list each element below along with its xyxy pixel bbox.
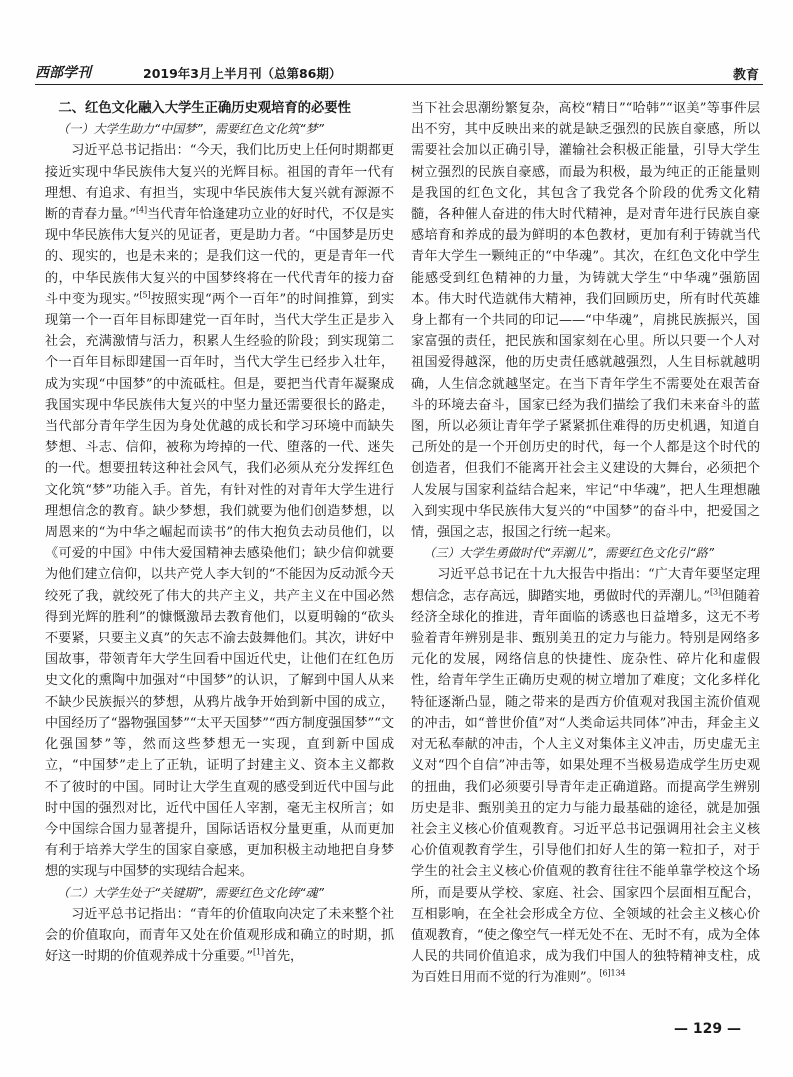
- running-header: [35, 60, 763, 82]
- paragraph-text: 当代青年恰逢建功立业的好时代，不仅是实现中华民族伟大复兴的见证者，更是助力者。“中国梦是历史的、现实的，也是未来的；是我们这一代的，更是青年一代的，中华民族伟大复兴的中国梦终将在一代代青年的接力奋斗中变为现实。”: [45, 207, 395, 307]
- citation-ref: [5]: [139, 290, 151, 300]
- citation-ref: [6]134: [599, 968, 626, 978]
- issue-info: 2019年3月上半月刊（总第86期）: [143, 66, 342, 81]
- paragraph: [45, 140, 394, 882]
- page-number: — 129 —: [674, 1021, 741, 1037]
- paragraph: [411, 564, 760, 988]
- left-column: [45, 98, 394, 967]
- citation-ref: [3]: [709, 587, 722, 597]
- paragraph-text: 按照实现“两个一百年”的时间推算，到实现第一个一百年目标即建党一百年时，当代大学生正是步入社会，充满激情与活力，积累人生经验的阶段；到实现第二个一百年目标即建国一百年时，当代大学生已经步入壮年，成为实现“中国梦”的中流砥柱。但是，要把当代青年凝聚成我国实现中华民族伟大复兴的中坚力量还需要很长的路走，当代部分青年学生因为身处优越的成长和学习环境中而缺失梦想、斗志、信仰，被称为垮掉的一代、堕落的一代、迷失的一代。想要扭转这种社会风气，我们必须从充分发挥红色文化筑“梦”功能入手。首先，有针对性的对青年大学生进行理想信念的教育。缺少梦想，我们就要为他们创造梦想，以周恩来的“为中华之崛起而读书”的伟大抱负去动员他们，以《可爱的中国》中伟大爱国精神去感染他们；缺少信仰就要为他们建立信仰，以共产党人李大钊的“不能因为反动派今天绞死了我，就绞死了伟大的共产主义，共产主义在中国必然得到光辉的胜利”的慷慨激昂去教育他们，以夏明翰的“砍头不要紧，只要主义真”的矢志不渝去鼓舞他们。其次，讲好中国故事，带领青年大学生回看中国近代史，让他们在红色历史文化的熏陶中加强对“中国梦”的认识，了解到中国人从来不缺少民族振兴的梦想，从鸦片战争开始到新中国的成立，中国经历了“器物强国梦”“太平天国梦”“西方制度强国梦”“文化强国梦”等，然而这些梦想无一实现，直到新中国成立，“中国梦”走上了正轨，证明了封建主义、资本主义都救不了彼时的中国。同时让大学生直观的感受到近代中国与此时中国的强烈对比，近代中国任人宰割，毫无主权所言；如今中国综合国力显著提升，国际话语权分量更重，从而更加有利于培养大学生的国家自豪感，更加积极主动地把自身梦想的实现与中国梦的实现结合起来。: [45, 291, 394, 880]
- journal-name: 西部学刊: [35, 65, 91, 81]
- section-heading: 二、红色文化融入大学生正确历史观培育的必要性: [58, 101, 351, 116]
- citation-ref: [4]: [136, 205, 148, 215]
- section-label: 教育: [732, 68, 759, 83]
- paragraph-continued: 当下社会思潮纷繁复杂，高校“精日”“哈韩”“讴美”等事件层出不穷，其中反映出来的就是缺乏强烈的民族自豪感，所以需要社会加以正确引导，灌输社会积极正能量，引导大学生树立强烈的民族自豪感，而最为积极，最为纯正的正能量则是我国的红色文化，其包含了我党各个阶段的优秀文化精髓，各种催人奋进的伟大时代精神，是对青年进行民族自豪感培育和养成的最为鲜明的本色教材，更加有利于铸就当代青年大学生一颗纯正的“中华魂”。其次，在红色文化中学生能感受到红色精神的力量，为铸就大学生“中华魂”强筋固本。伟大时代造就伟大精神，我们回顾历史，所有时代英雄身上都有一个共同的印记——“中华魂”，肩挑民族振兴，国家富强的责任，把民族和国家刻在心里。所以只要一个人对祖国爱得越深，他的历史责任感就越强烈，人生目标就越明确，人生信念就越坚定。在当下青年学生不需要处在艰苦奋斗的环境去奋斗，国家已经为我们描绘了我们未来奋斗的蓝图，所以必须让青年学子紧紧抓住难得的历史机遇，知道自己所处的是一个开创历史的时代，每一个人都是这个时代的创造者，但我们不能离开社会主义建设的大舞台，必须把个人发展与国家利益结合起来，牢记“中华魂”，把人生理想融入到实现中华民族伟大复兴的“中国梦”的奋斗中，把爱国之情，强国之志，报国之行统一起来。: [411, 101, 760, 541]
- right-column: [411, 98, 760, 989]
- paragraph: [45, 904, 394, 968]
- paragraph-text: 习近平总书记在十九大报告中指出：“广大青年要坚定理想信念，志存高远，脚踏实地，勇做时代的弄潮儿。”: [411, 567, 760, 604]
- paragraph-text: 习近平总书记指出：“青年的价值取向决定了未来整个社会的价值取向，而青年又处在价值观形成和确立的时期，抓好这一时期的价值观养成十分重要。”: [45, 906, 394, 965]
- subsection-heading-2: （二）大学生处于“关键期”，需要红色文化铸“魂”: [57, 885, 324, 900]
- header-rule: [35, 84, 763, 85]
- paragraph-text: 习近平总书记指出：“今天，我们比历史上任何时期都更接近实现中华民族伟大复兴的光辉目标。祖国的青年一代有理想、有追求、有担当，实现中华民族伟大复兴就有源源不断的青春力量。”: [45, 143, 394, 223]
- subsection-heading-1: （一）大学生助力“中国梦”，需要红色文化筑“梦”: [57, 122, 324, 137]
- citation-ref: [1]: [252, 947, 264, 957]
- paragraph-text: 首先，: [264, 949, 303, 965]
- paragraph-text: 但随着经济全球化的推进，青年面临的诱惑也日益增多，这无不考验着青年辨别是非、甄别美丑的定力与能力。特别是网络多元化的发展，网络信息的快捷性、庞杂性、碎片化和虚假性，给青年学生正确历史观的树立增加了难度；文化多样化特征逐渐凸显，随之带来的是西方价值观对我国主流价值观的冲击，如“普世价值”对“人类命运共同体”冲击，拜金主义对无私奉献的冲击，个人主义对集体主义冲击，历史虚无主义对“四个自信”冲击等，如果处理不当极易造成学生历史观的扭曲，我们必须要引导青年走正确道路。而提高学生辨别历史是非、甄别美丑的定力与能力最基础的途径，就是加强社会主义核心价值观教育。习近平总书记强调用社会主义核心价值观教育学生，引导他们扣好人生的第一粒扣子，对于学生的社会主义核心价值观的教育往往不能单靠学校这个场所，而是要从学校、家庭、社会、国家四个层面相互配合，互相影响，在全社会形成全方位、全领域的社会主义核心价值观教育，“使之像空气一样无处不在、无时不有，成为全体人民的共同价值追求，成为我们中国人的独特精神支柱，成为百姓日用而不觉的行为准则”。: [411, 588, 761, 986]
- subsection-heading-3: （三）大学生勇做时代“弄潮儿”，需要红色文化引“路”: [423, 546, 714, 561]
